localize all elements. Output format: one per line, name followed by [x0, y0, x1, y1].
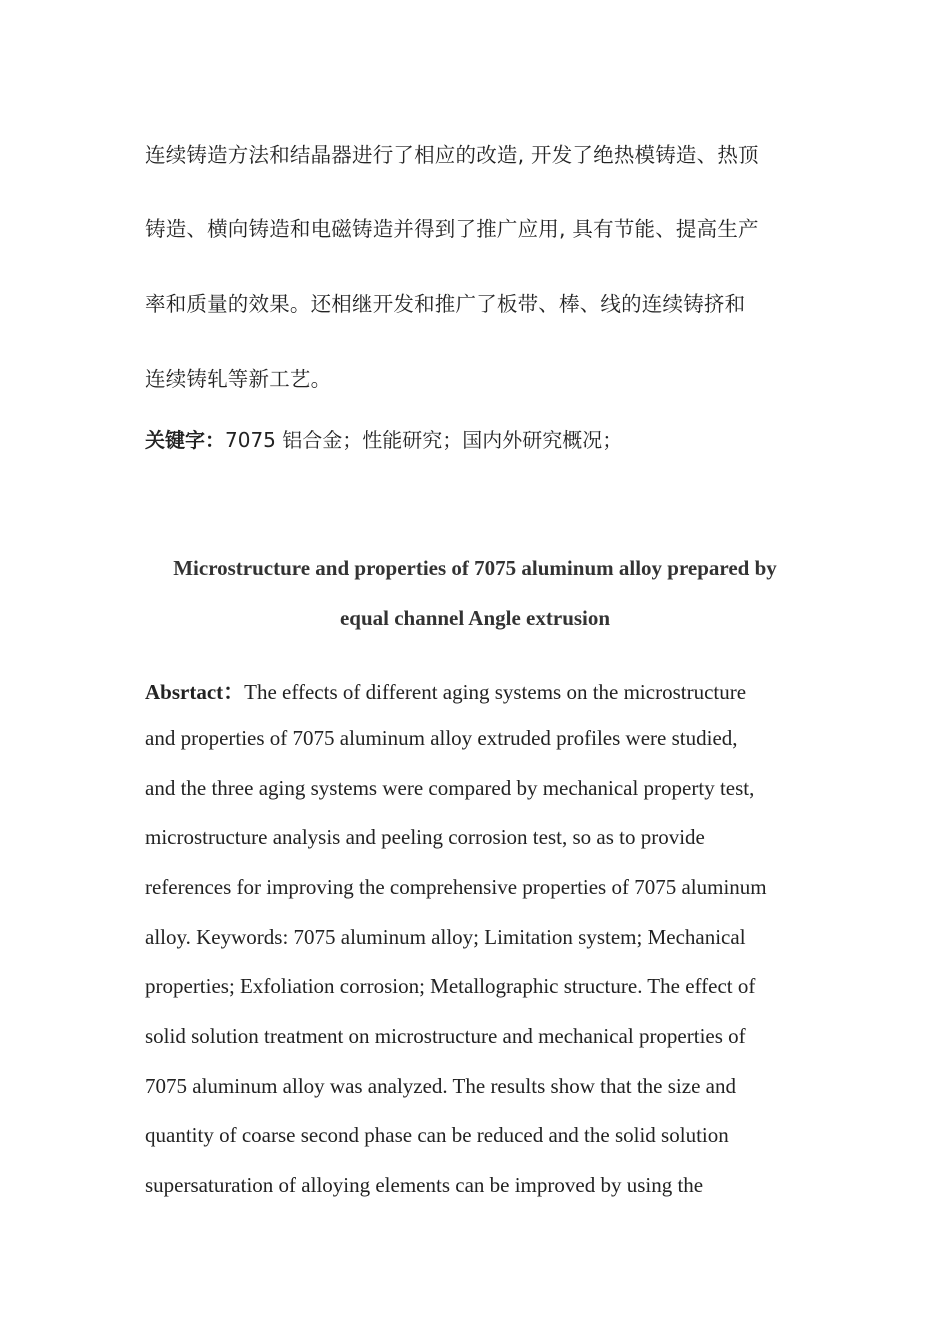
english-title-line-2: equal channel Angle extrusion [339, 606, 611, 630]
english-title-line-1: Microstructure and properties of 7075 aluminum alloy prepared by [173, 556, 777, 580]
keywords-line [145, 424, 622, 453]
chinese-body-line-2: 铸造、横向铸造和电磁铸造并得到了推广应用, 具有节能、提高生产 [145, 217, 759, 241]
abstract-line-4: microstructure analysis and peeling corrosion test, so as to provide [145, 825, 705, 849]
abstract-label: Absrtact： [145, 680, 245, 704]
chinese-body-line-1: 连续铸造方法和结晶器进行了相应的改造, 开发了绝热模铸造、热顶 [145, 143, 759, 167]
abstract-line-11: supersaturation of alloying elements can be improved by using the [145, 1173, 704, 1197]
abstract-first-line: The effects of different aging systems on the microstructure [244, 680, 747, 704]
abstract-line-8: solid solution treatment on microstructure and mechanical properties of [145, 1024, 746, 1048]
abstract-line-7: properties; Exfoliation corrosion; Metallographic structure. The effect of [145, 974, 756, 998]
abstract-line-3: and the three aging systems were compared by mechanical property test, [145, 776, 755, 800]
abstract-line-10: quantity of coarse second phase can be reduced and the solid solution [145, 1123, 729, 1147]
abstract-line-2: and properties of 7075 aluminum alloy extruded profiles were studied, [145, 726, 738, 750]
keywords-text: 7075 铝合金；性能研究；国内外研究概况； [225, 428, 623, 452]
keywords-label: 关键字： [145, 428, 225, 452]
abstract-line-6: alloy. Keywords: 7075 aluminum alloy; Limitation system; Mechanical [145, 925, 746, 949]
abstract-line-9: 7075 aluminum alloy was analyzed. The results show that the size and [145, 1074, 736, 1098]
chinese-body-line-4: 连续铸轧等新工艺。 [145, 367, 332, 391]
abstract-line-1 [145, 676, 746, 706]
abstract-line-5: references for improving the comprehensive properties of 7075 aluminum [145, 875, 767, 899]
chinese-body-line-3: 率和质量的效果。还相继开发和推广了板带、棒、线的连续铸挤和 [145, 292, 746, 316]
